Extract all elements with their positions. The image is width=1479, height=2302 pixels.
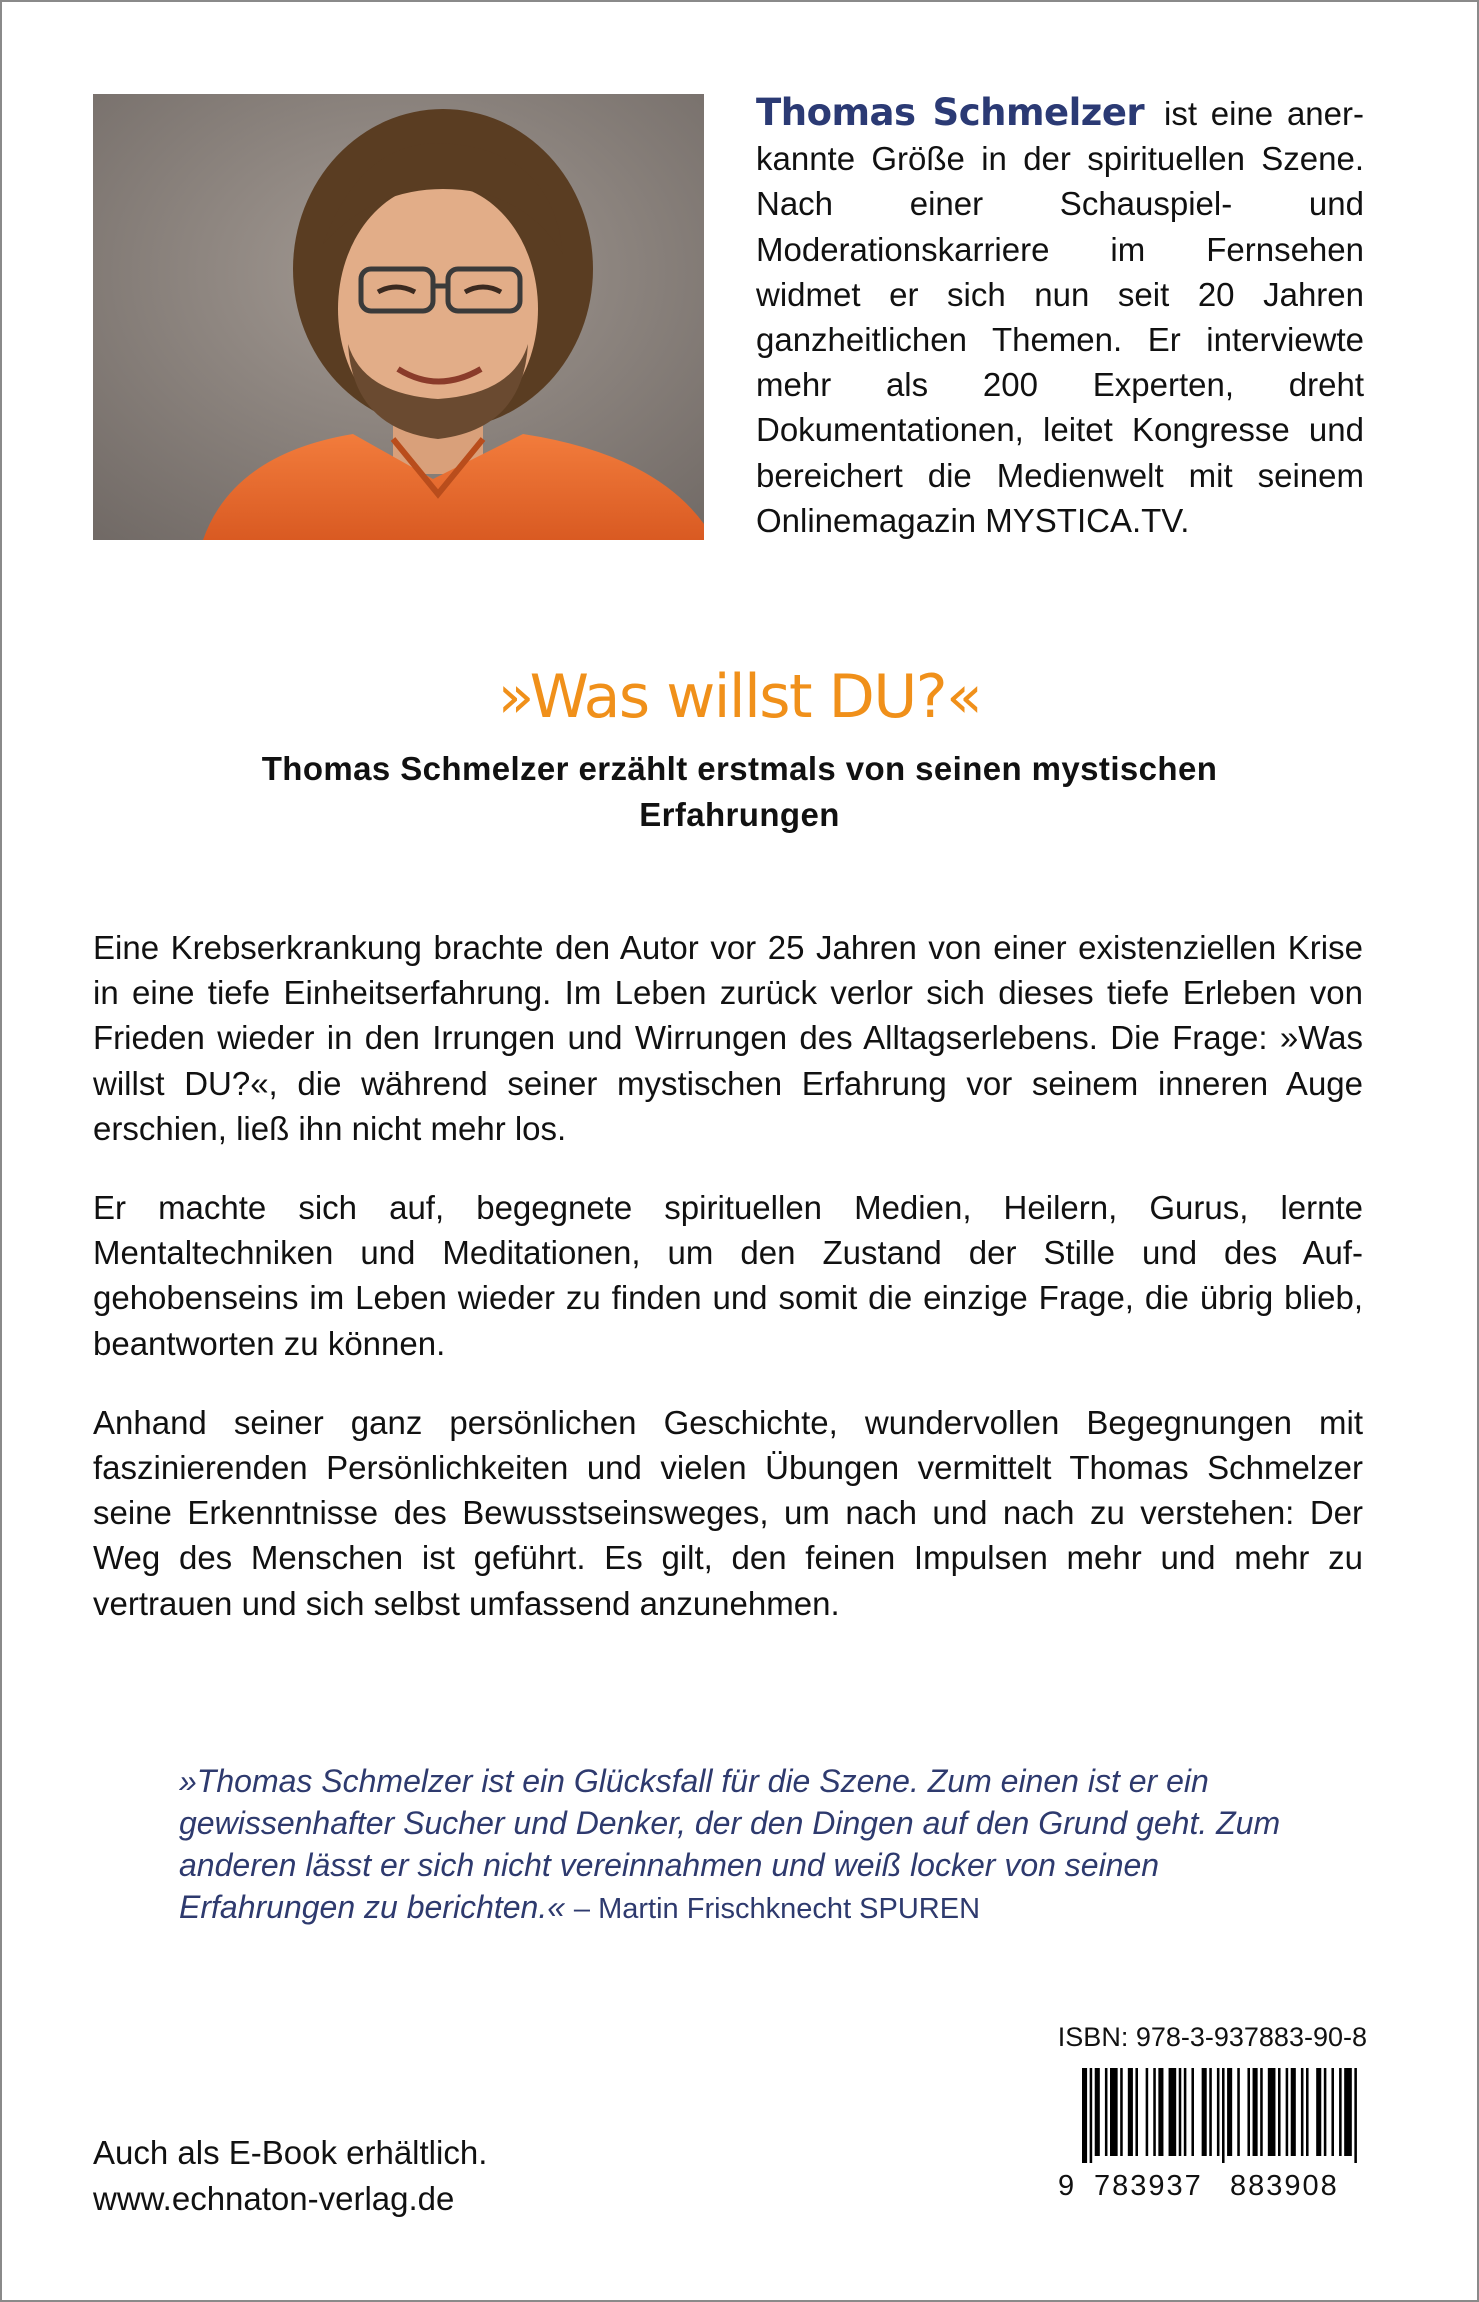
barcode-bar: [1209, 2068, 1212, 2156]
barcode-digits-left: 783937: [1094, 2170, 1203, 2202]
barcode-bar: [1286, 2068, 1289, 2156]
barcode-bar: [1169, 2068, 1177, 2156]
barcode-bar: [1105, 2068, 1108, 2156]
barcode-bar: [1135, 2068, 1138, 2156]
barcode-bar: [1082, 2068, 1087, 2163]
barcode-bar: [1344, 2068, 1352, 2156]
barcode-bar: [1146, 2068, 1149, 2156]
barcode-bar: [1095, 2068, 1100, 2156]
barcode-bar: [1227, 2068, 1232, 2156]
barcode-bar: [1301, 2068, 1304, 2156]
barcode-bar: [1158, 2068, 1163, 2156]
barcode-bar: [1316, 2068, 1321, 2156]
barcode-bar: [1268, 2068, 1276, 2156]
author-name: Thomas Schmelzer: [756, 91, 1145, 134]
blurb-body: [93, 925, 1363, 1660]
barcode-bar: [1306, 2068, 1309, 2156]
barcode-bar: [1153, 2068, 1156, 2156]
isbn-label: ISBN: 978-3-937883-90-8: [1057, 2022, 1367, 2052]
barcode-bar: [1184, 2068, 1187, 2156]
ebook-note: Auch als E-Book erhältlich.: [93, 2134, 488, 2171]
barcode-bar: [1090, 2068, 1093, 2163]
barcode-bar: [1202, 2068, 1207, 2156]
barcode-bar: [1339, 2068, 1342, 2156]
barcode-bar: [1191, 2068, 1194, 2156]
blurb-paragraph: Eine Krebserkrankung brachte den Autor vor 25 Jahren von einer existenziellen Krise in eine tiefe Einheitserfahrung. Im Leben zurück verlor sich dieses tiefe Erleben von Frieden wieder in den Irrungen und Wirrungen des Alltagserlebens. Die Frage: »Was willst DU?«, die während seiner mystischen Erfahrung vor seinem inneren Auge erschien, ließ ihn nicht mehr los.: [93, 929, 1363, 1147]
barcode-digits-right: 883908: [1230, 2170, 1339, 2202]
publisher-website: www.echnaton-verlag.de: [93, 2180, 455, 2217]
barcode-bar: [1354, 2068, 1357, 2163]
barcode-bar: [1253, 2068, 1258, 2156]
barcode-bar: [1110, 2068, 1118, 2156]
book-title-headline: »Was willst DU?«: [497, 662, 982, 732]
quote-text: »Thomas Schmelzer ist ein Glücksfall für die Szene. Zum einen ist er ein gewissenhafter Sucher und Denker, der den Dingen auf den Grund geht. Zum anderen lässt er sich nicht vereinnahmen und weiß locker von seinen Erfahrungen zu berichten.«: [179, 1763, 1281, 1925]
portrait-photo-image: [93, 94, 704, 540]
barcode-bar: [1291, 2068, 1296, 2156]
review-quote: [179, 1760, 1299, 1930]
barcode-bar: [1179, 2068, 1182, 2156]
barcode-digit-first: 9: [1058, 2170, 1077, 2202]
quote-attribution: – Martin Frischknecht SPUREN: [573, 1893, 981, 1925]
publisher-footer: [93, 2130, 487, 2222]
barcode-bar: [1324, 2068, 1327, 2156]
barcode-bar: [1120, 2068, 1123, 2156]
barcode-bar: [1331, 2068, 1334, 2156]
barcode: [1082, 2068, 1362, 2163]
blurb-paragraph: Er machte sich auf, begegnete spirituellen Medien, Heilern, Gurus, lernte Mentaltechniken und Meditationen, um den Zustand der Stille und des Aufgehobenseins im Leben wieder zu finden und somit die einzige Frage, die übrig blieb, beantworten zu können.: [93, 1189, 1363, 1362]
barcode-bar: [1260, 2068, 1263, 2156]
barcode-bar: [1217, 2068, 1220, 2156]
author-photo: [93, 94, 704, 540]
blurb-paragraph: Anhand seiner ganz persönlichen Geschichte, wundervollen Begegnungen mit faszinierenden Persönlichkeiten und vielen Übungen vermittelt Thomas Schmelzer seine Erkenntnisse des Bewusstseinsweges, um nach und nach zu verstehen: Der Weg des Menschen ist geführt. Es gilt, den feinen Impulsen mehr und mehr zu vertrauen und sich selbst umfassend anzunehmen.: [93, 1403, 1363, 1622]
author-bio: [756, 90, 1364, 543]
barcode-bar: [1128, 2068, 1133, 2156]
barcode-bar: [1247, 2068, 1250, 2156]
author-bio-text: ist eine anerkannte Größe in der spirituellen Szene. Nach einer Schauspiel- und Moderationskarriere im Fernsehen widmet er sich nun seit 20 Jahren ganzheitlichen Themen. Er interviewte mehr als 200 Experten, dreht Dokumentationen, leitet Kongresse und bereichert die Medienwelt mit seinem Onlinemagazin MYSTICA.TV.: [756, 95, 1365, 539]
book-subtitle: Thomas Schmelzer erzählt erstmals von seinen mystischen Erfahrungen: [261, 750, 1218, 833]
barcode-bar: [1237, 2068, 1240, 2156]
barcode-bar: [1278, 2068, 1281, 2156]
barcode-bar: [1222, 2068, 1225, 2163]
